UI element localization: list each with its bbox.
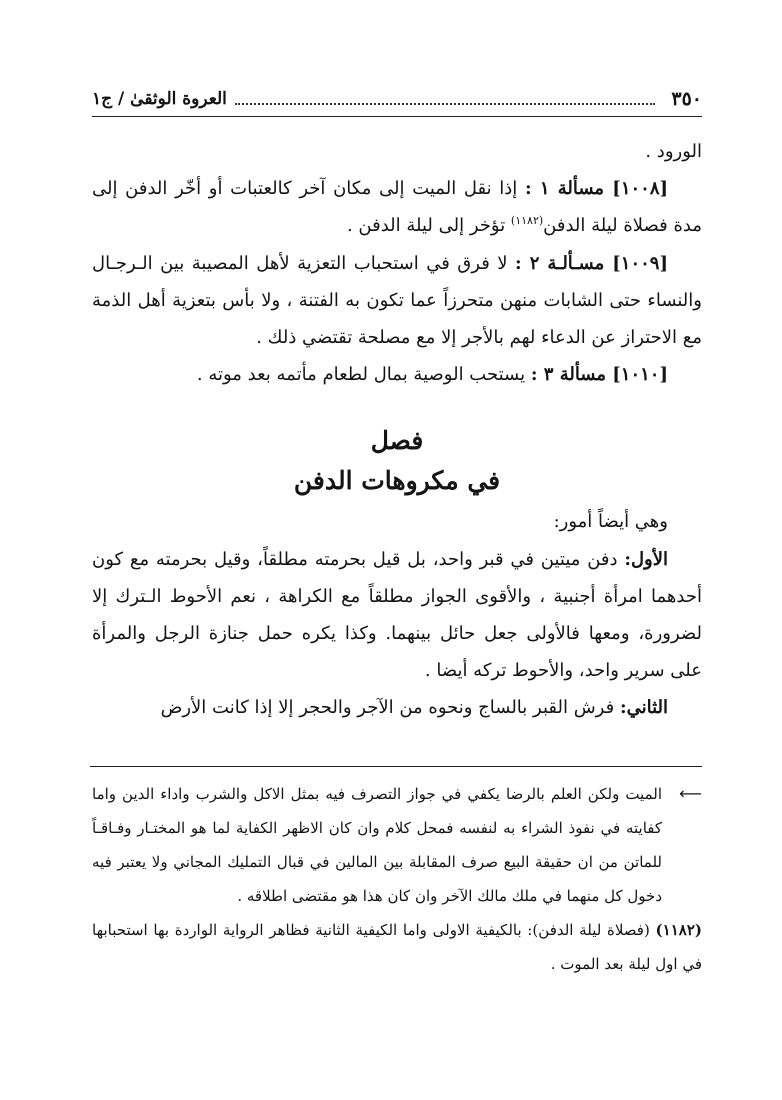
section-heading: [92, 421, 702, 501]
main-text: [92, 133, 702, 727]
item-label: الأول:: [624, 548, 668, 570]
issue-text-tail: تؤخر إلى ليلة الدفن .: [346, 215, 511, 237]
footnotes: [92, 777, 702, 981]
footnote-separator: [90, 766, 702, 767]
issue-number: [١٠١٠] مسألة ٣ :: [530, 364, 668, 386]
continuation-arrow-icon: ⟵: [679, 784, 702, 803]
footnote-continuation: [92, 777, 702, 913]
issue-number: [١٠٠٨] مسألة ١ :: [524, 178, 669, 200]
item-1: [92, 541, 702, 690]
item-text: فرش القبر بالساج ونحوه من الآجر والحجر إلا إذا كانت الأرض: [160, 697, 620, 719]
issue-1010: [92, 356, 702, 393]
issue-number: [١٠٠٩] مسـألـة ٢ :: [515, 252, 668, 274]
footnote-number: (١١٨٢): [655, 921, 702, 939]
section-title-subject: في مكروهات الدفن: [293, 466, 501, 496]
section-intro: وهي أيضاً أمور:: [553, 511, 668, 533]
issue-text: لا فرق في استحباب التعزية لأهل المصيبة بين الـرجـال والنساء حتى الشابات منهن متحرزاً عما تكون به الفتنة ، ولا بأس بتعزية أهل الذمة مع الاحتراز عن الدعاء لهم بالأجر إلا مع مصلحة تقتضي ذلك .: [92, 252, 702, 349]
footnote-1182: [92, 913, 702, 981]
item-text: دفن ميتين في قبر واحد، بل قيل بحرمته مطلقاً، وقيل بحرمته مع كون أحدهما امرأة أجنبية ، والأقوى الجواز مطلقاً مع الكراهة ، نعم الأحوط الـترك إلا لضرورة، ومعها فالأولى جعل حائل بينهما. وكذا يكره حمل جنازة الرجل والمرأة على سرير واحد، والأحوط تركه أيضا .: [92, 548, 702, 682]
issue-1008: [92, 170, 702, 244]
page-header: [92, 82, 702, 117]
footnote-text: الميت ولكن العلم بالرضا يكفي في جواز التصرف فيه بمثل الاكل والشرب واداء الدين واما كفايته في نفوذ الشراء به لنفسه فمحل كلام وان كان الاظهر الكفاية لما هو المختـار وفـاقـاً للماتن من ان حقيقة البيع صرف المقابلة بين المالين في قبال التمليك المجاني ولا يعتبر فيه دخول كل منهما في ملك مالك الآخر وان كان هذا هو مقتضى اطلاقه .: [92, 785, 662, 905]
issue-text: يستحب الوصية بمال لطعام مأتمه بعد موته .: [196, 364, 531, 386]
footnote-reference: (١١٨٢): [510, 214, 544, 228]
header-leader-dots: [235, 93, 656, 105]
issue-1009: [92, 245, 702, 357]
running-title: العروة الوثقىٰ / ج١: [92, 89, 227, 109]
item-2: [92, 689, 702, 726]
issue-text: إذا نقل الميت إلى مكان آخر كالعتبات أو أخّر الدفن إلى مدة فصلاة ليلة الدفن: [92, 178, 702, 237]
page-number: ٣٥٠: [671, 88, 702, 110]
footnote-text: (فصلاة ليلة الدفن): بالكيفية الاولى واما الكيفية الثانية فظاهر الرواية الواردة بها استحبابها في اول ليلة بعد الموت .: [92, 921, 702, 973]
item-label: الثاني:: [619, 697, 668, 719]
book-page: [92, 0, 702, 1100]
section-title-fasl: فصل: [370, 426, 424, 456]
paragraph-continuation: الورود .: [645, 141, 702, 162]
